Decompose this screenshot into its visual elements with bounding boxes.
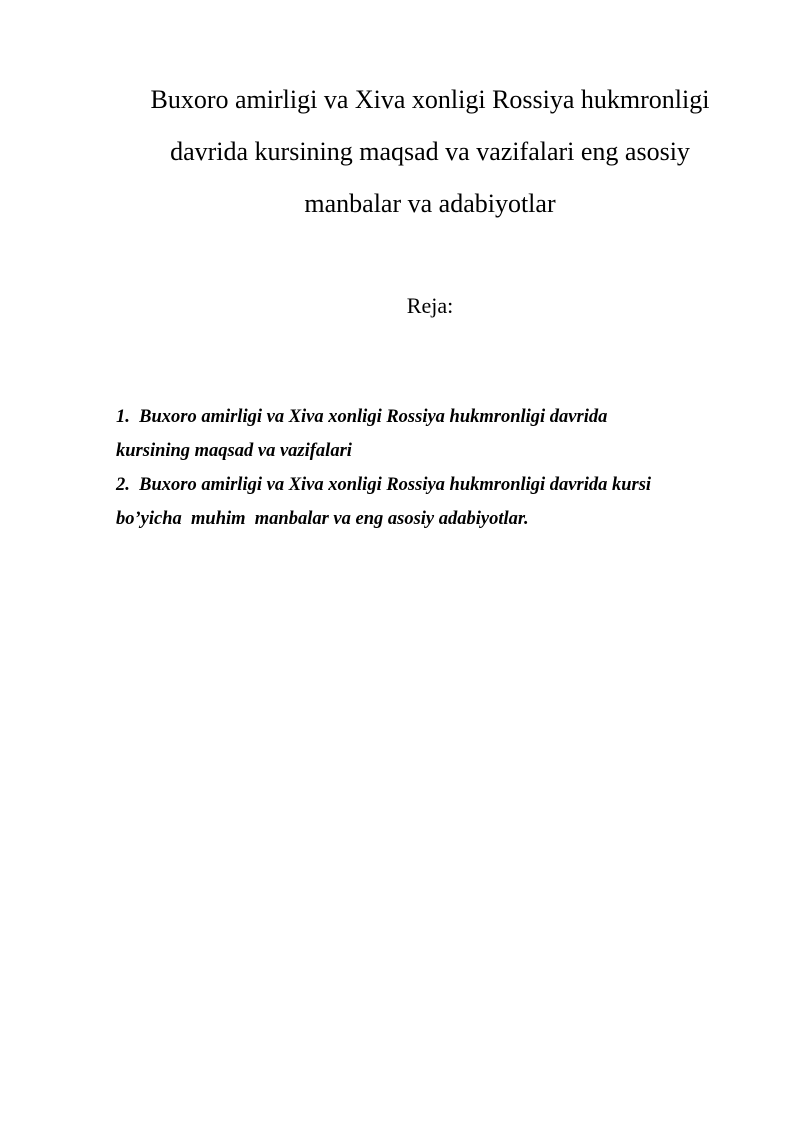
- plan-item-1-line-2: kursining maqsad va vazifalari: [116, 441, 352, 461]
- document-title: [80, 74, 780, 230]
- title-line-2: davrida kursining maqsad va vazifalari eng asosiy: [170, 137, 690, 166]
- title-line-3: manbalar va adabiyotlar: [304, 189, 556, 218]
- plan-list: [116, 400, 756, 536]
- plan-item-1-line-1: 1. Buxoro amirligi va Xiva xonligi Rossiya hukmronligi davrida: [116, 407, 608, 427]
- plan-item-2-line-2: bo’yicha muhim manbalar va eng asosiy adabiyotlar.: [116, 509, 529, 529]
- title-line-1: Buxoro amirligi va Xiva xonligi Rossiya hukmronligi: [150, 85, 710, 114]
- plan-item-1: [116, 400, 756, 468]
- plan-item-2: [116, 468, 756, 536]
- plan-heading: Reja:: [406, 293, 454, 318]
- plan-item-2-line-1: 2. Buxoro amirligi va Xiva xonligi Rossiya hukmronligi davrida kursi: [116, 475, 652, 495]
